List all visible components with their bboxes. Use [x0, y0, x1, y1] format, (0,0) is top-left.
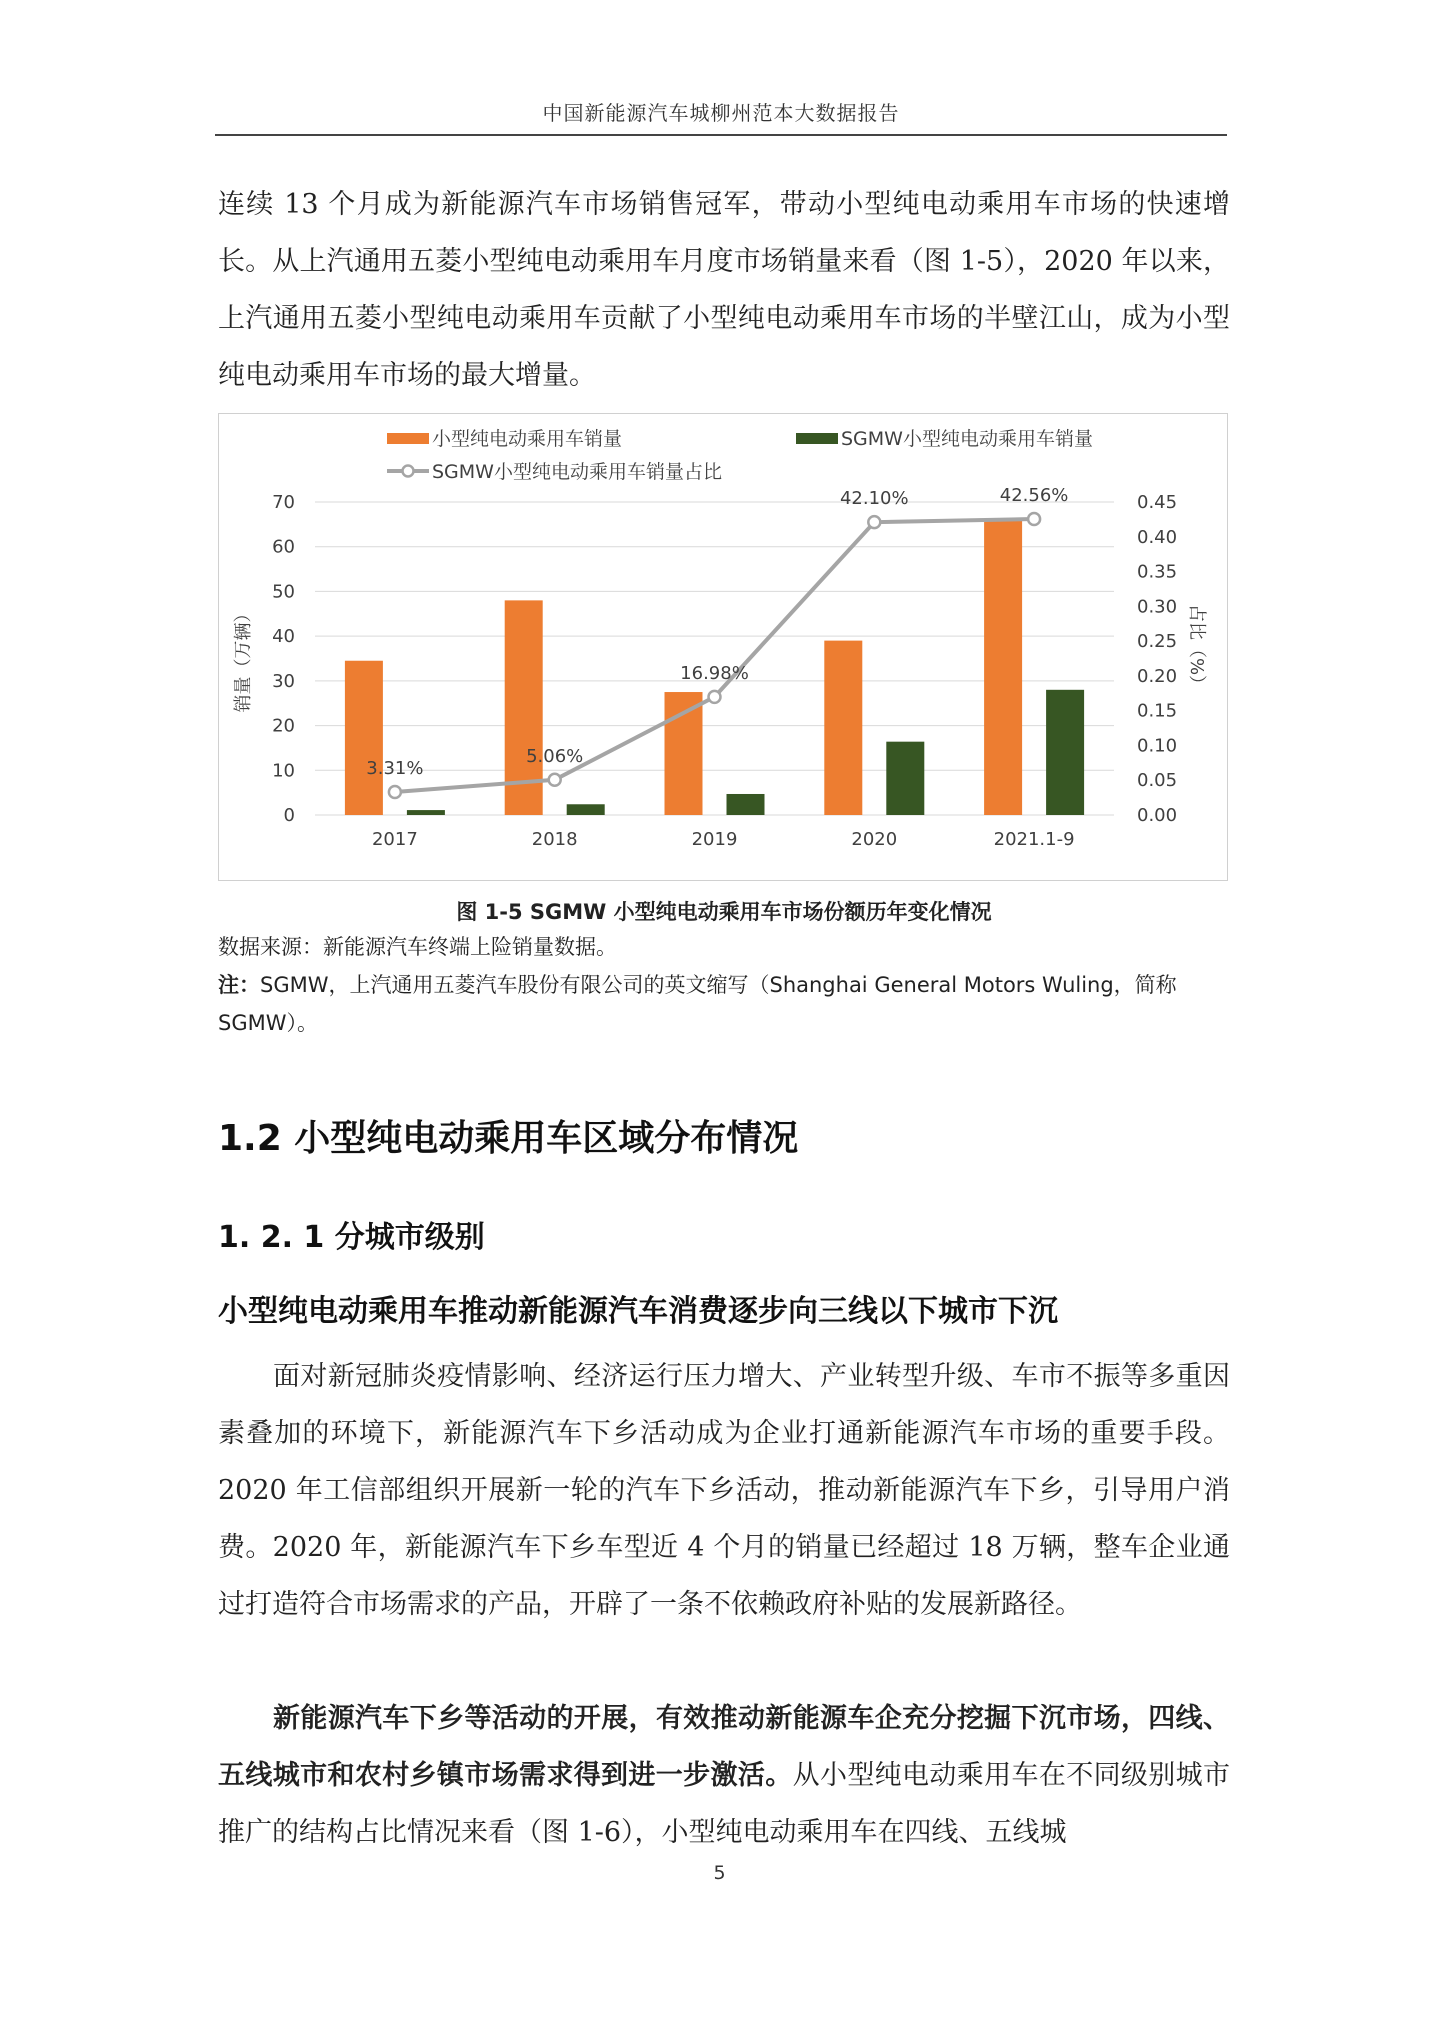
header-divider	[215, 134, 1227, 136]
y-tick-label: 0	[283, 805, 295, 826]
bar-total	[665, 692, 703, 815]
x-tick-label: 2017	[371, 829, 418, 850]
bar-sgmw	[407, 810, 445, 815]
share-data-label: 42.56%	[999, 484, 1069, 506]
y2-tick-label: 0.35	[1137, 561, 1178, 583]
page-number: 5	[713, 1862, 726, 1884]
x-tick-label: 2020	[851, 829, 898, 850]
share-point	[709, 691, 721, 703]
share-point	[549, 774, 561, 786]
y-tick-label: 50	[272, 581, 295, 603]
intro-paragraph: 连续 13 个月成为新能源汽车市场销售冠军，带动小型纯电动乘用车市场的快速增长。从上汽通用五菱小型纯电动乘用车月度市场销量来看（图 1-5），2020 年以来，上汽通用五菱小型纯电动乘用车贡献了小型纯电动乘用车市场的半壁江山，成为小型纯电动乘用车市场的最大增量。	[218, 189, 1230, 391]
figure-1-5-chart	[218, 413, 1228, 881]
y2-tick-label: 0.20	[1137, 665, 1178, 687]
footnote	[218, 966, 1230, 1042]
legend-swatch	[387, 433, 429, 444]
y2-axis-title: 占比（%）	[1186, 603, 1207, 694]
x-tick-label: 2021.1-9	[993, 829, 1075, 850]
y2-tick-label: 0.30	[1137, 596, 1178, 618]
y2-tick-label: 0.25	[1137, 631, 1178, 653]
y-tick-label: 70	[272, 492, 295, 513]
x-tick-label: 2019	[691, 829, 738, 850]
share-line	[395, 519, 1034, 792]
y2-tick-label: 0.45	[1137, 492, 1178, 513]
y-axis-title: 销量（万辆）	[233, 604, 254, 713]
y-tick-label: 60	[272, 536, 295, 558]
legend-swatch-marker	[403, 466, 414, 477]
body-paragraph-2-rest: 从小型纯电动乘用车在不同级别城市推广的结构占比情况来看（图 1-6），小型纯电动乘用车在四线、五线城	[218, 1760, 1231, 1848]
y-tick-label: 10	[272, 760, 295, 782]
legend-label: 小型纯电动乘用车销量	[432, 428, 623, 450]
footnote-label: 注：	[218, 973, 260, 997]
x-tick-label: 2018	[531, 829, 578, 850]
subsection-heading: 1. 2. 1 分城市级别	[218, 1220, 485, 1255]
share-data-label: 3.31%	[366, 757, 424, 779]
share-data-label: 42.10%	[839, 488, 909, 510]
share-point	[868, 516, 880, 528]
y2-tick-label: 0.05	[1137, 770, 1178, 792]
combo-chart-svg	[219, 414, 1227, 880]
y-tick-label: 40	[272, 626, 295, 648]
share-data-label: 16.98%	[680, 662, 749, 684]
bar-sgmw	[1046, 690, 1084, 815]
chart-line	[366, 485, 1068, 798]
share-point	[389, 786, 401, 798]
legend-label: SGMW小型纯电动乘用车销量	[841, 428, 1093, 450]
running-header: 中国新能源汽车城柳州范本大数据报告	[542, 101, 900, 125]
bar-total	[824, 641, 862, 815]
share-point	[1028, 513, 1040, 525]
body-paragraph-2-bold: 新能源汽车下乡等活动的开展，有效推动新能源车企充分挖掘下沉市场，四线、五线城市和农村乡镇市场需求得到进一步激活。	[218, 1703, 1230, 1791]
y2-tick-label: 0.15	[1137, 700, 1178, 722]
y2-tick-label: 0.10	[1137, 735, 1178, 757]
bar-sgmw	[886, 742, 924, 815]
bar-sgmw	[567, 804, 605, 815]
y-tick-label: 30	[272, 670, 295, 692]
bar-sgmw	[727, 794, 765, 815]
bar-total	[345, 661, 383, 815]
bold-heading: 小型纯电动乘用车推动新能源汽车消费逐步向三线以下城市下沉	[218, 1294, 1058, 1329]
legend-swatch	[796, 433, 838, 444]
share-data-label: 5.06%	[526, 745, 584, 767]
y2-tick-label: 0.40	[1137, 526, 1178, 548]
section-heading: 1.2 小型纯电动乘用车区域分布情况	[218, 1118, 799, 1159]
y-tick-label: 20	[272, 715, 295, 737]
figure-caption: 图 1-5 SGMW 小型纯电动乘用车市场份额历年变化情况	[456, 900, 992, 924]
y2-tick-label: 0.00	[1137, 805, 1178, 826]
body-paragraph-1: 面对新冠肺炎疫情影响、经济运行压力增大、产业转型升级、车市不振等多重因素叠加的环境下，新能源汽车下乡活动成为企业打通新能源汽车市场的重要手段。2020 年工信部组织开展新一轮的汽车下乡活动，推动新能源汽车下乡，引导用户消费。2020 年，新能源汽车下乡车型近 4 个月的销量已经超过 18 万辆，整车企业通过打造符合市场需求的产品，开辟了一条不依赖政府补贴的发展新路径。	[218, 1361, 1230, 1620]
chart-legend	[387, 428, 1093, 483]
legend-label: SGMW小型纯电动乘用车销量占比	[432, 461, 722, 483]
bar-total	[984, 520, 1022, 815]
footnote-text: SGMW，上汽通用五菱汽车股份有限公司的英文缩写（Shanghai General Motors Wuling，简称 SGMW）。	[218, 973, 1177, 1035]
source-note: 数据来源：新能源汽车终端上险销量数据。	[218, 935, 617, 959]
body-paragraph-2	[218, 1690, 1230, 1861]
